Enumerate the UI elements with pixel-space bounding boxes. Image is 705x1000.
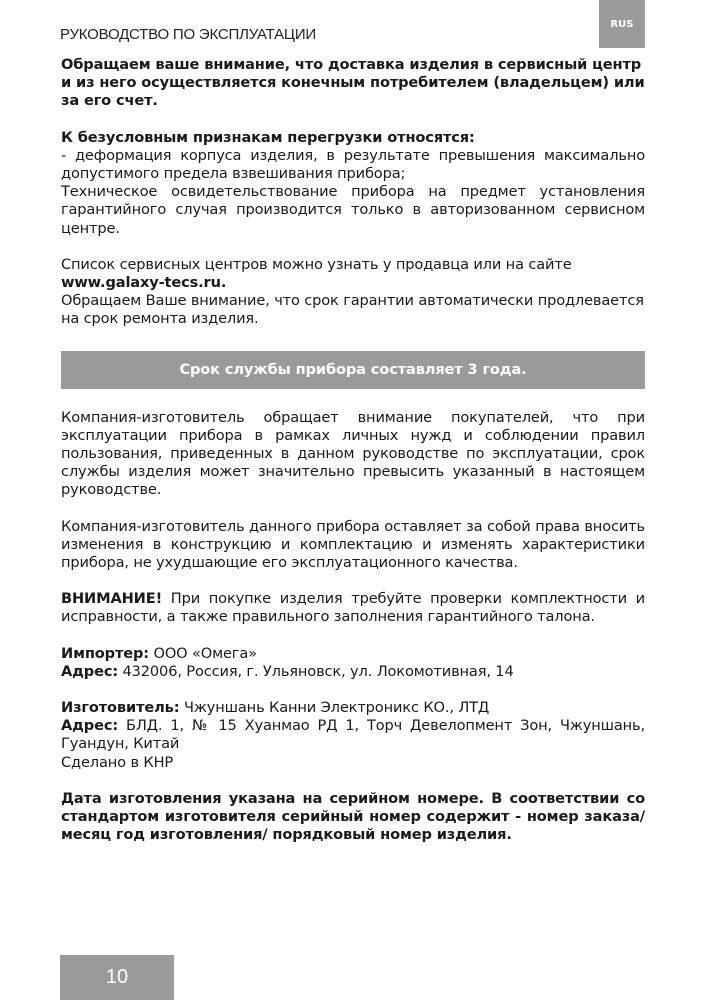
overload-item: - деформация корпуса изделия, в результате превышения максимально допустимого предела взвешивания прибора; <box>61 146 645 183</box>
page-header-title: РУКОВОДСТВО ПО ЭКСПЛУАТАЦИИ <box>60 26 316 43</box>
delivery-note: Обращаем ваше внимание, что доставка изделия в сервисный центр и из него осуществляется конечным потребителем (владельцем) или за его счет. <box>61 56 645 110</box>
manufacture-date-note: Дата изготовления указана на серийном номере. В соответствии со стандартом изготовителя серийный номер содержит - номер заказа/месяц год изготовления/ порядковый номер изделия. <box>61 789 645 844</box>
inspection-text: Техническое освидетельствование прибора на предмет установления гарантийного случая производится только в авторизованном сервисном центре. <box>61 183 645 237</box>
origin-text: Сделано в КНР <box>61 753 174 771</box>
attention-paragraph <box>61 590 645 626</box>
importer-label: Импортер: <box>61 644 149 662</box>
service-life-text: Компания-изготовитель обращает внимание покупателей, что при эксплуатации прибора в рамках личных нужд и соблюдении правил пользования, приведенных в данном руководстве по эксплуатации, срок службы изделия может значительно превысить указанный в настоящем руководстве. <box>61 408 645 499</box>
importer-value: ООО «Омега» <box>153 644 257 662</box>
manufacturer-label: Изготовитель: <box>61 699 180 717</box>
importer-address-line <box>61 663 645 681</box>
manufacturer-value: Чжуншань Канни Электроникс КО., ЛТД <box>183 699 490 717</box>
importer-address-label: Адрес: <box>61 662 119 680</box>
manufacturer-line <box>61 699 645 717</box>
service-life-banner: Срок службы прибора составляет 3 года. <box>61 351 645 389</box>
service-list-text: Список сервисных центров можно узнать у продавца или на сайте <box>61 255 572 273</box>
page-content <box>61 56 645 845</box>
rights-text: Компания-изготовитель данного прибора оставляет за собой права вносить изменения в конструкцию и комплектацию и изменять характеристики прибора, не ухудшающие его эксплуатационного качества. <box>61 517 645 572</box>
warranty-extension-text: Обращаем Ваше внимание, что срок гарантии автоматически продлевается на срок ремонта изделия. <box>61 292 644 328</box>
manufacturer-address-line <box>61 717 645 753</box>
manufacturer-address-label: Адрес: <box>61 717 119 735</box>
website-link[interactable]: www.galaxy-tecs.ru. <box>61 274 227 292</box>
manufacturer-address: БЛД. 1, № 15 Хуанмао РД 1, Торч Девелопмент Зон, Чжуншань, Гуандун, Китай <box>61 717 646 753</box>
page-number: 10 <box>60 955 174 1000</box>
importer-address: 432006, Россия, г. Ульяновск, ул. Локомотивная, 14 <box>122 662 514 680</box>
overload-heading: К безусловным признакам перегрузки относятся: <box>61 128 475 146</box>
attention-text: При покупке изделия требуйте проверки комплектности и исправности, а также правильного заполнения гарантийного талона. <box>61 590 645 626</box>
attention-label: ВНИМАНИЕ! <box>61 590 163 608</box>
language-badge: RUS <box>599 0 645 48</box>
importer-line <box>61 645 645 663</box>
